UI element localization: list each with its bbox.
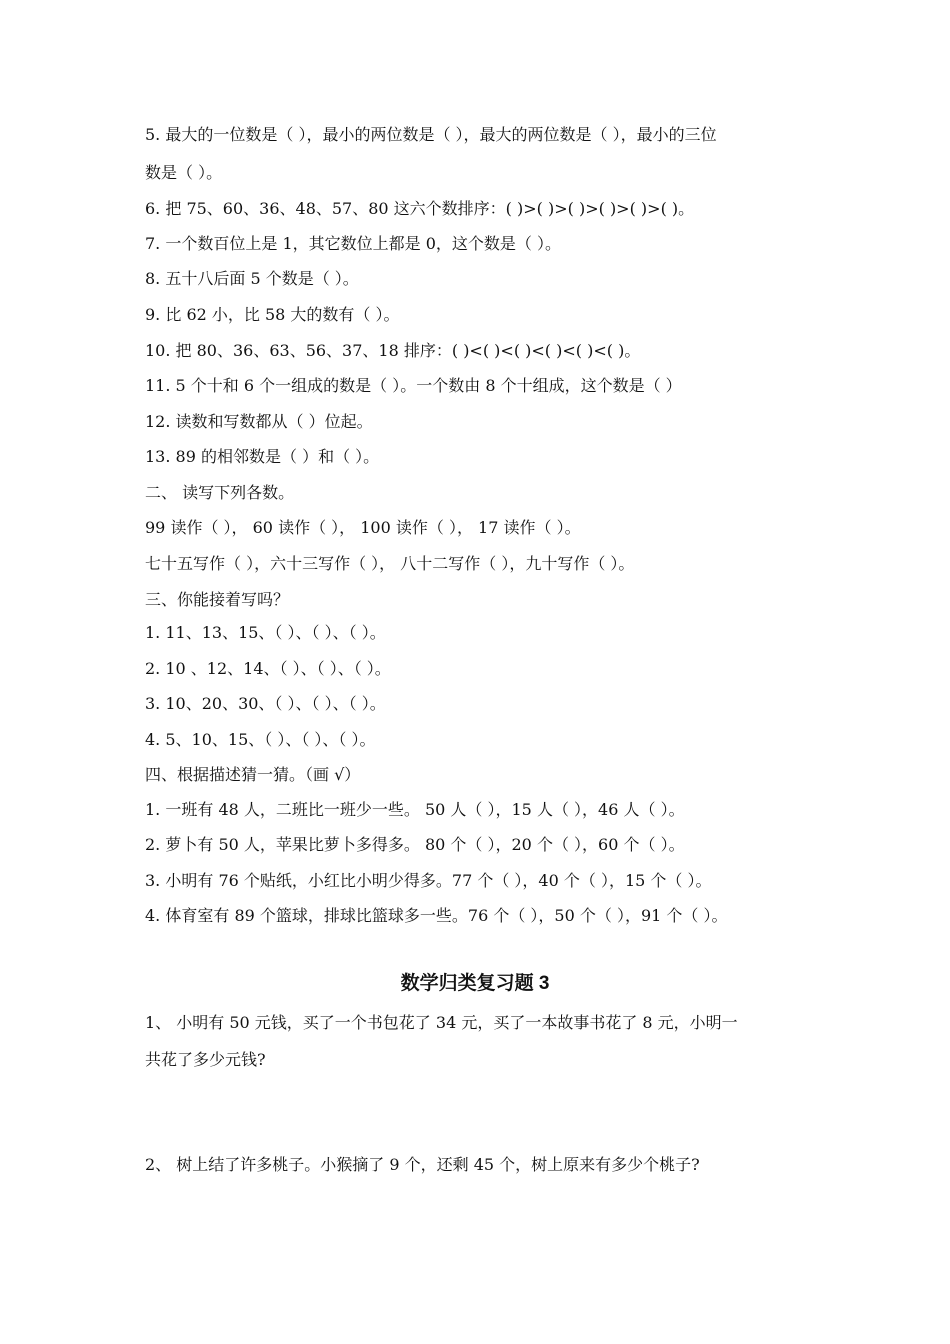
question-9: 9. 比 62 小，比 58 大的数有（ ）。 bbox=[145, 305, 400, 324]
guess-item: 1. 一班有 48 人，二班比一班少一些。 50 人（ ），15 人（ ），46 人（ ）。 bbox=[145, 800, 685, 819]
word-problem-1-line-1: 1、 小明有 50 元钱，买了一个书包花了 34 元，买了一本故事书花了 8 元，小明一 bbox=[145, 1013, 738, 1032]
guess-item: 2. 萝卜有 50 人，苹果比萝卜多得多。 80 个（ ），20 个（ ），60 个（ ）。 bbox=[145, 835, 685, 854]
question-13: 13. 89 的相邻数是（ ）和（ ）。 bbox=[145, 447, 380, 466]
question-10: 10. 把 80、36、63、56、37、18 排序：( )<( )<( )<( )<( )<( )。 bbox=[145, 341, 641, 360]
guess-item: 4. 体育室有 89 个篮球，排球比篮球多一些。76 个（ ），50 个（ ），91 个（ ）。 bbox=[145, 906, 728, 925]
word-problem-2: 2、 树上结了许多桃子。小猴摘了 9 个，还剩 45 个，树上原来有多少个桃子? bbox=[145, 1155, 700, 1174]
question-11: 11. 5 个十和 6 个一组成的数是（ ）。一个数由 8 个十组成，这个数是（ ） bbox=[145, 376, 682, 395]
question-8: 8. 五十八后面 5 个数是（ ）。 bbox=[145, 269, 359, 288]
guess-item: 3. 小明有 76 个贴纸，小红比小明少得多。77 个（ ），40 个（ ），15 个（ ）。 bbox=[145, 871, 712, 890]
question-7: 7. 一个数百位上是 1，其它数位上都是 0，这个数是（ ）。 bbox=[145, 234, 561, 253]
word-problem-1-line-2: 共花了多少元钱? bbox=[145, 1050, 266, 1069]
question-5-line-1: 5. 最大的一位数是（ ），最小的两位数是（ ），最大的两位数是（ ），最小的三位 bbox=[145, 125, 717, 144]
sequence-item: 2. 10 、12、14、（ ）、（ ）、（ ）。 bbox=[145, 659, 391, 678]
question-12: 12. 读数和写数都从（ ）位起。 bbox=[145, 412, 373, 431]
question-6: 6. 把 75、60、36、48、57、80 这六个数排序：( )>( )>( )>( )>( )>( )。 bbox=[145, 199, 695, 218]
write-numbers-line: 七十五写作（ ），六十三写作（ ）， 八十二写作（ ），九十写作（ ）。 bbox=[145, 554, 635, 573]
sequence-item: 3. 10、20、30、（ ）、（ ）、（ ）。 bbox=[145, 694, 386, 713]
question-5-line-2: 数是（ ）。 bbox=[145, 163, 223, 182]
sequence-item: 4. 5、10、15、（ ）、（ ）、（ ）。 bbox=[145, 730, 376, 749]
section-3-title: 三、你能接着写吗？ bbox=[145, 590, 290, 609]
read-numbers-line: 99 读作（ ）， 60 读作（ ）， 100 读作（ ）， 17 读作（ ）。 bbox=[145, 518, 581, 537]
review-heading: 数学归类复习题 3 bbox=[400, 973, 550, 994]
sequence-item: 1. 11、13、15、（ ）、（ ）、（ ）。 bbox=[145, 623, 386, 642]
section-2-title: 二、 读写下列各数。 bbox=[145, 483, 295, 502]
section-4-title: 四、根据描述猜一猜。（画 √） bbox=[145, 765, 361, 784]
